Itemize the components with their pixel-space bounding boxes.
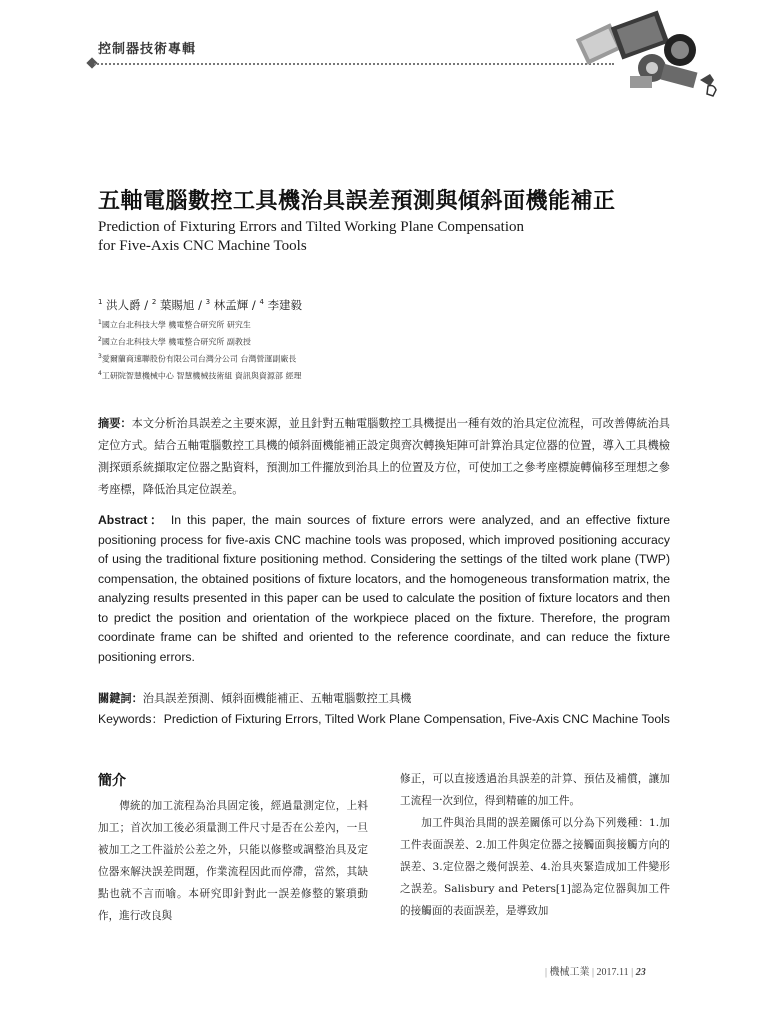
paper-title-en-line2: for Five-Axis CNC Machine Tools [98,238,307,254]
author-list: $^1$ 洪人爵 / $^2$ 葉賜旭 / $^3$ 林孟輝 / $^4$ 李建毅 [98,298,303,312]
body-paragraph: 加工件與治具間的誤差關係可以分為下列幾種：1.加工件表面誤差、2.加工件與定位器之接觸面與接觸方向的誤差、3.定位器之幾何誤差、4.治具夾緊造成加工件變形之誤差。Salisbury and Peters[1]認為定位器與加工件的接觸面的表面誤差，是導致加 [400,817,670,917]
affiliation-number: 2 [98,336,102,344]
affiliation-number: 3 [98,353,102,361]
intro-heading: 簡介 [98,773,126,789]
issue-date: 2017.11 [596,967,629,978]
author-name: 洪人爵 [106,298,141,312]
affiliation-number: 4 [98,370,102,378]
keywords-zh-label: 關鍵詞： [98,692,143,705]
affiliation-text: 國立台北科技大學 機電整合研究所 副教授 [101,337,251,347]
author-name: 葉賜旭 [159,298,195,312]
author-number: 4 [259,298,264,307]
body-column-left [98,795,368,927]
abstract-en [98,511,670,667]
abstract-en-label: Abstract： [98,513,165,527]
author-number: 3 [205,298,211,307]
author-number: 2 [151,298,157,307]
page-number: 23 [635,967,646,978]
affiliation-item [98,350,301,367]
body-column-right [400,768,670,922]
affiliation-list [98,316,301,385]
abstract-zh-text: 本文分析治具誤差之主要來源，並且針對五軸電腦數控工具機提出一種有效的治具定位流程，可改善傳統治具定位方式。結合五軸電腦數控工具機的傾斜面機能補正設定與齊次轉換矩陣可計算治具定位器的位置，導入工具機檢測探頭系統擷取定位器之點資料，預測加工件擺放到治具上的位置及方位，可使加工之參考座標旋轉偏移至理想之參考座標，降低治具定位誤差。 [98,417,670,496]
keywords-zh-text: 治具誤差預測、傾斜面機能補正、五軸電腦數控工具機 [142,692,412,705]
keywords-en-text: Prediction of Fixturing Errors, Tilted Work Plane Compensation, Five-Axis CNC Machine Tools [163,712,670,726]
affiliation-item [98,333,301,350]
paper-title-en-line1: Prediction of Fixturing Errors and Tilted Working Plane Compensation [98,219,524,235]
section-header [98,38,196,57]
affiliation-text: 工研院智慧機械中心 智慧機械技術組 資訊與資源部 經理 [101,372,302,382]
abstract-zh [98,413,670,501]
affiliation-text: 愛爾蘭商速聯股份有限公司台灣分公司 台灣營運副廠長 [101,354,297,364]
keywords-en-label: Keywords： [98,712,164,726]
magazine-name: 機械工業 [549,967,590,978]
author-name: 林孟輝 [213,298,249,312]
paper-title-zh: 五軸電腦數控工具機治具誤差預測與傾斜面機能補正 [98,188,616,214]
author-name: 李建毅 [267,298,303,312]
body-paragraph: 傳統的加工流程為治具固定後，經過量測定位，上料加工；首次加工後必須量測工件尺寸是否在公差內，一旦被加工之工件溢於公差之外，只能以修整或調整治具及定位器來解決誤差問題，作業流程因此而停滯，當然，其缺點也就不言而喻。本研究即針對此一誤差修整的繁瑣動作，進行改良與 [98,800,368,922]
affiliation-text: 國立台北科技大學 機電整合研究所 研究生 [101,320,251,330]
affiliation-item [98,367,301,384]
abstract-en-text: In this paper, the main sources of fixture errors were analyzed, and an effective fixture positioning process for five-axis CNC machine tools was proposed, which improved positioning accuracy of using the traditional fixture positioning method. Considering the settings of the tilted work plane (TWP) compensation, the obtained positions of fixture locators, and the homogeneous transformation matrix, the analyzing results presented in this paper can be used to calculate the position of fixture locators and then to predict the position and orientation of the workpiece placed on the fixture. Therefore, the program coordinate frame can be shifted and oriented to the reference coordinate, and can reduce the fixture positioning errors. [98,513,671,664]
author-number: 1 [98,298,103,307]
abstract-zh-label: 摘要： [98,417,132,430]
header-divider [94,63,614,65]
affiliation-item [98,316,301,333]
keywords-zh [98,690,411,706]
affiliation-number: 1 [98,319,102,326]
keywords-en [98,710,670,727]
body-paragraph: 修正，可以直接透過治具誤差的計算、預估及補償，讓加工流程一次到位，得到精確的加工件。 [400,773,670,807]
page-footer: | 機械工業 | 2017.11 | 23 [545,967,646,978]
paper-title-en [98,218,658,256]
section-title: 控制器技術專輯 [98,42,197,57]
header-illustration [560,10,730,100]
